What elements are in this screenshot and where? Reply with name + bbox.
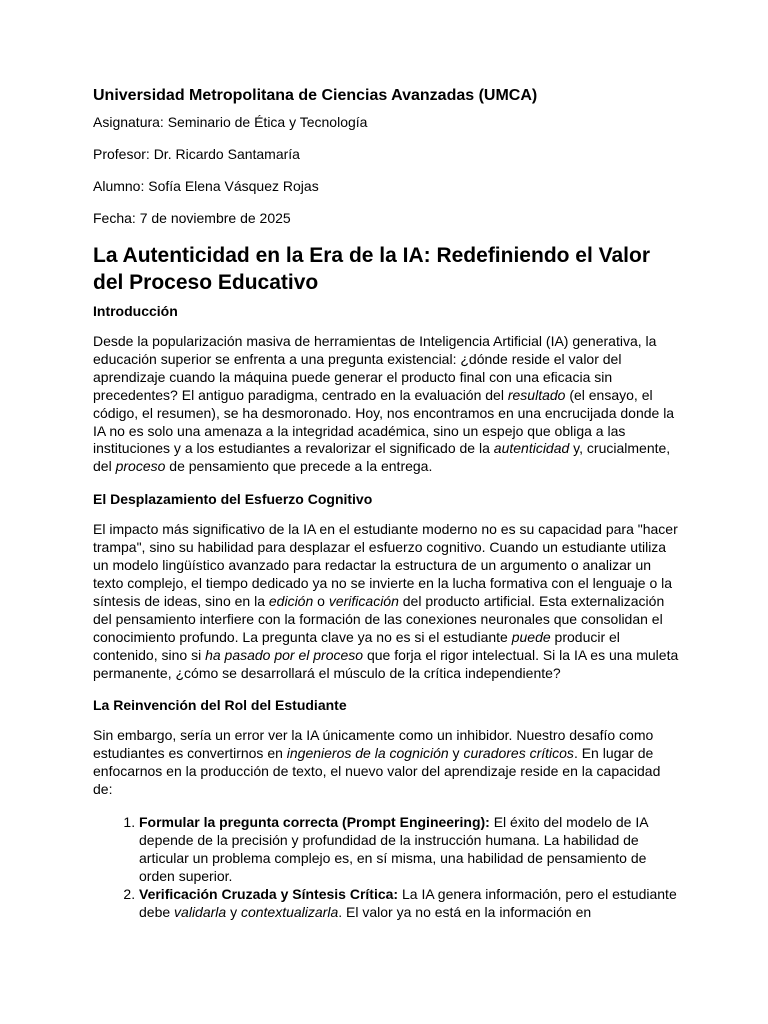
- intro-paragraph: Desde la popularización masiva de herramientas de Inteligencia Artificial (IA) generativa, la educación superior se enfrenta a una pregunta existencial: ¿dónde reside el valor del aprendizaje cuando la máquina puede generar el producto final con una eficacia sin precedentes? El antiguo paradigma, centrado en la evaluación del resultado (el ensayo, el código, el resumen), se ha desmoronado. Hoy, nos encontramos en una encrucijada donde la IA no es solo una amenaza a la integridad académica, sino un espejo que obliga a las instituciones y a los estudiantes a revalorizar el significado de la autenticidad y, crucialmente, del proceso de pensamiento que precede a la entrega.: [93, 333, 675, 475]
- list-item-title: Formular la pregunta correcta (Prompt Engineering):: [139, 814, 490, 831]
- list-item-text: La IA genera información, pero el estudiante debe validarla y contextualizarla. El valor ya no está en la información en: [139, 885, 677, 920]
- list-item-title: Verificación Cruzada y Síntesis Crítica:: [139, 885, 399, 902]
- role-heading: La Reinvención del Rol del Estudiante: [93, 697, 347, 714]
- emphasis: ingenieros de la cognición: [286, 745, 449, 762]
- emphasis: edición: [268, 592, 314, 609]
- emphasis: validarla: [174, 903, 227, 920]
- intro-heading: Introducción: [93, 303, 178, 319]
- student-line: Alumno: Sofía Elena Vásquez Rojas: [93, 178, 319, 194]
- emphasis: puede: [511, 628, 551, 645]
- list-item: [139, 886, 680, 922]
- date-line: Fecha: 7 de noviembre de 2025: [93, 210, 291, 226]
- university-name: Universidad Metropolitana de Ciencias Avanzadas (UMCA): [93, 87, 538, 104]
- emphasis: proceso: [115, 458, 166, 475]
- cognitive-paragraph: El impacto más significativo de la IA en el estudiante moderno no es su capacidad para "hacer trampa", sino su habilidad para desplazar el esfuerzo cognitivo. Cuando un estudiante utiliza un modelo lingüístico avanzado para redactar la estructura de un argumento o analizar un texto complejo, el tiempo dedicado ya no se invierte en la lucha formativa con el lenguaje o la síntesis de ideas, sino en la edición o verificación del producto artificial. Esta externalización del pensamiento interfiere con la formación de las conexiones neuronales que consolidan el conocimiento profundo. La pregunta clave ya no es si el estudiante puede producir el contenido, sino si ha pasado por el proceso que forja el rigor intelectual. Si la IA es una muleta permanente, ¿cómo se desarrollará el músculo de la crítica independiente?: [93, 521, 679, 681]
- skills-list: [93, 814, 680, 921]
- list-item: [139, 814, 680, 886]
- professor-line: Profesor: Dr. Ricardo Santamaría: [93, 146, 300, 162]
- cognitive-heading: El Desplazamiento del Esfuerzo Cognitivo: [93, 491, 373, 508]
- subject-line: Asignatura: Seminario de Ética y Tecnología: [93, 114, 368, 130]
- emphasis: ha pasado por el proceso: [205, 646, 364, 663]
- list-item-text: El éxito del modelo de IA depende de la precisión y profundidad de la instrucción humana. La habilidad de articular un problema complejo es, en sí misma, una habilidad de pensamiento de orden superior.: [139, 814, 648, 884]
- essay-title: La Autenticidad en la Era de la IA: Redefiniendo el Valor del Proceso Educativo: [93, 244, 651, 294]
- role-paragraph: Sin embargo, sería un error ver la IA únicamente como un inhibidor. Nuestro desafío como estudiantes es convertirnos en ingenieros de la cognición y curadores críticos. En lugar de enfocarnos en la producción de texto, el nuevo valor del aprendizaje reside en la capacidad de:: [93, 727, 661, 798]
- emphasis: verificación: [328, 592, 399, 609]
- emphasis: contextualizarla: [240, 903, 339, 920]
- emphasis: resultado: [507, 386, 566, 403]
- emphasis: curadores críticos: [463, 745, 574, 762]
- emphasis: autenticidad: [493, 440, 570, 457]
